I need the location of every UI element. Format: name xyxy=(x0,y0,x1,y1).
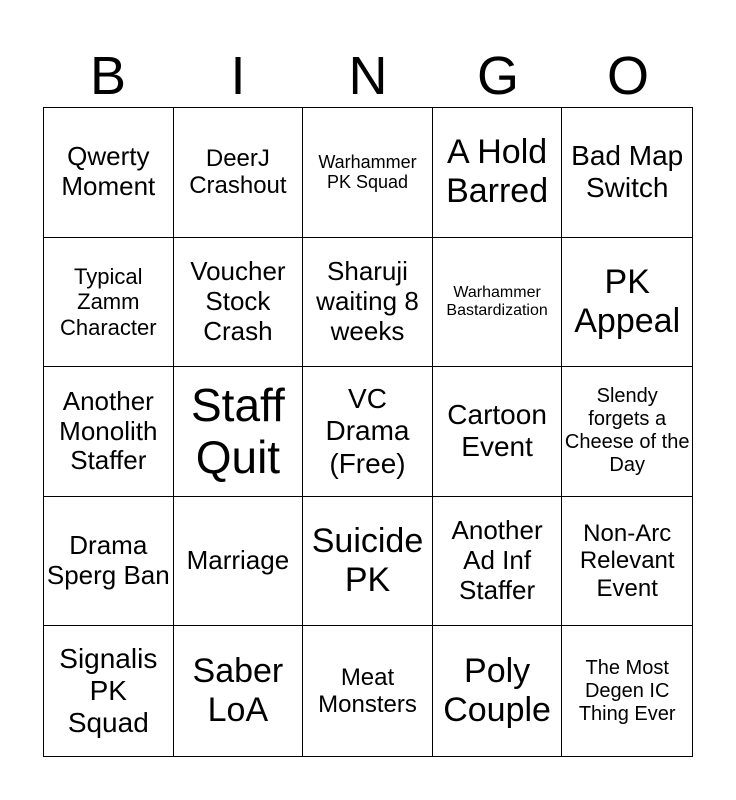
bingo-cell[interactable]: Suicide PK xyxy=(303,497,433,627)
bingo-cell[interactable]: DeerJ Crashout xyxy=(174,108,304,238)
bingo-cell[interactable]: A Hold Barred xyxy=(433,108,563,238)
header-letter-b: B xyxy=(89,46,127,106)
bingo-cell[interactable]: Another Monolith Staffer xyxy=(44,367,174,497)
bingo-cell[interactable]: PK Appeal xyxy=(562,238,692,368)
bingo-cell[interactable]: Typical Zamm Character xyxy=(44,238,174,368)
bingo-cell[interactable]: Marriage xyxy=(174,497,304,627)
bingo-cell[interactable]: Warhammer PK Squad xyxy=(303,108,433,238)
bingo-cell[interactable]: Voucher Stock Crash xyxy=(174,238,304,368)
bingo-cell[interactable]: Qwerty Moment xyxy=(44,108,174,238)
bingo-cell[interactable]: The Most Degen IC Thing Ever xyxy=(578,656,676,725)
header-letter-o: O xyxy=(606,46,649,106)
bingo-cell[interactable]: Bad Map Switch xyxy=(562,108,692,238)
bingo-card-grid xyxy=(43,107,693,757)
bingo-cell[interactable]: Drama Sperg Ban xyxy=(44,497,174,627)
bingo-cell[interactable]: Saber LoA xyxy=(174,626,304,756)
bingo-cell[interactable]: Cartoon Event xyxy=(433,367,563,497)
bingo-cell[interactable]: Slendy forgets a Cheese of the Day xyxy=(562,367,692,497)
bingo-cell[interactable]: Signalis PK Squad xyxy=(44,626,174,756)
bingo-cell[interactable]: Poly Couple xyxy=(433,626,563,756)
header-letter-i: I xyxy=(230,46,246,106)
bingo-cell[interactable]: Meat Monsters xyxy=(303,626,433,756)
header-letter-g: G xyxy=(476,46,519,106)
bingo-cell[interactable]: Sharuji waiting 8 weeks xyxy=(303,238,433,368)
bingo-cell[interactable]: Another Ad Inf Staffer xyxy=(433,497,563,627)
header-letter-n: N xyxy=(348,46,388,106)
bingo-cell[interactable]: VC Drama (Free) xyxy=(303,367,433,497)
bingo-header xyxy=(43,44,693,108)
bingo-cell[interactable]: Non-Arc Relevant Event xyxy=(562,497,692,627)
bingo-cell[interactable]: Staff Quit xyxy=(174,367,304,497)
bingo-cell[interactable]: Warhammer Bastardization xyxy=(433,238,563,368)
